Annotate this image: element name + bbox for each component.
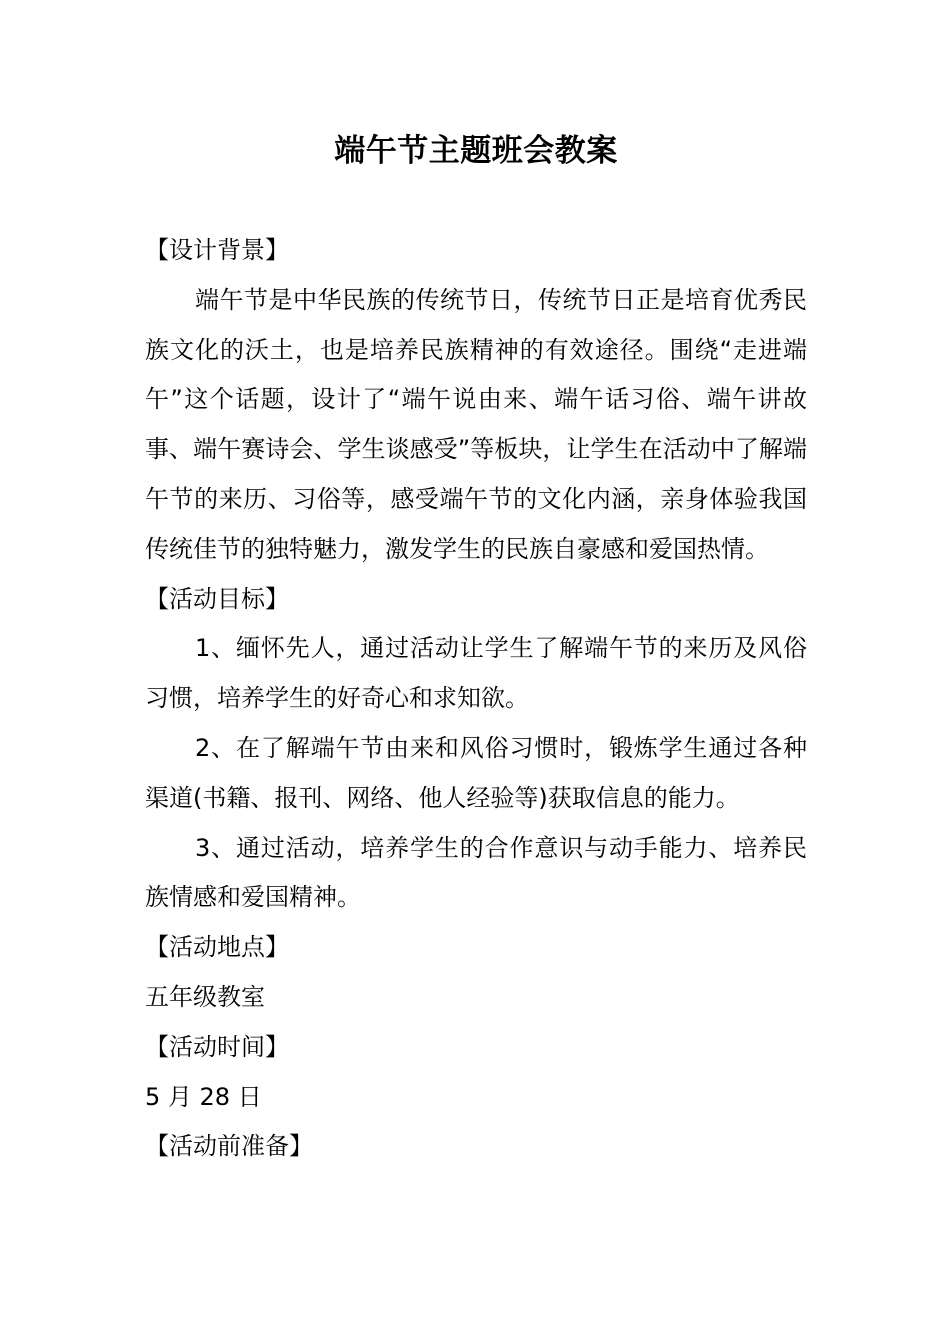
section-heading-activity-goals: 【活动目标】 [145, 584, 289, 613]
section-heading-activity-time: 【活动时间】 [145, 1032, 289, 1061]
paragraph-goal-3: 3、通过活动，培养学生的合作意识与动手能力、培养民族情感和爱国精神。 [145, 833, 807, 912]
section-heading-preparation: 【活动前准备】 [145, 1132, 313, 1161]
section-heading-activity-location: 【活动地点】 [145, 933, 289, 962]
paragraph-activity-time: 5 月 28 日 [145, 1082, 262, 1111]
paragraph-design-background: 端午节是中华民族的传统节日，传统节日正是培育优秀民族文化的沃土，也是培养民族精神的有效途径。围绕“走进端午”这个话题，设计了“端午说由来、端午话习俗、端午讲故事、端午赛诗会、学生谈感受”等板块，让学生在活动中了解端午节的来历、习俗等，感受端午节的文化内涵，亲身体验我国传统佳节的独特魅力，激发学生的民族自豪感和爱国热情。 [145, 285, 807, 563]
section-heading-design-background: 【设计背景】 [145, 236, 289, 264]
paragraph-activity-location: 五年级教室 [145, 982, 265, 1011]
paragraph-goal-1: 1、缅怀先人，通过活动让学生了解端午节的来历及风俗习惯，培养学生的好奇心和求知欲。 [145, 634, 807, 713]
document-title: 端午节主题班会教案 [334, 133, 618, 169]
paragraph-goal-2: 2、在了解端午节由来和风俗习惯时，锻炼学生通过各种渠道(书籍、报刊、网络、他人经验等)获取信息的能力。 [145, 733, 807, 812]
document-body [145, 226, 807, 1172]
